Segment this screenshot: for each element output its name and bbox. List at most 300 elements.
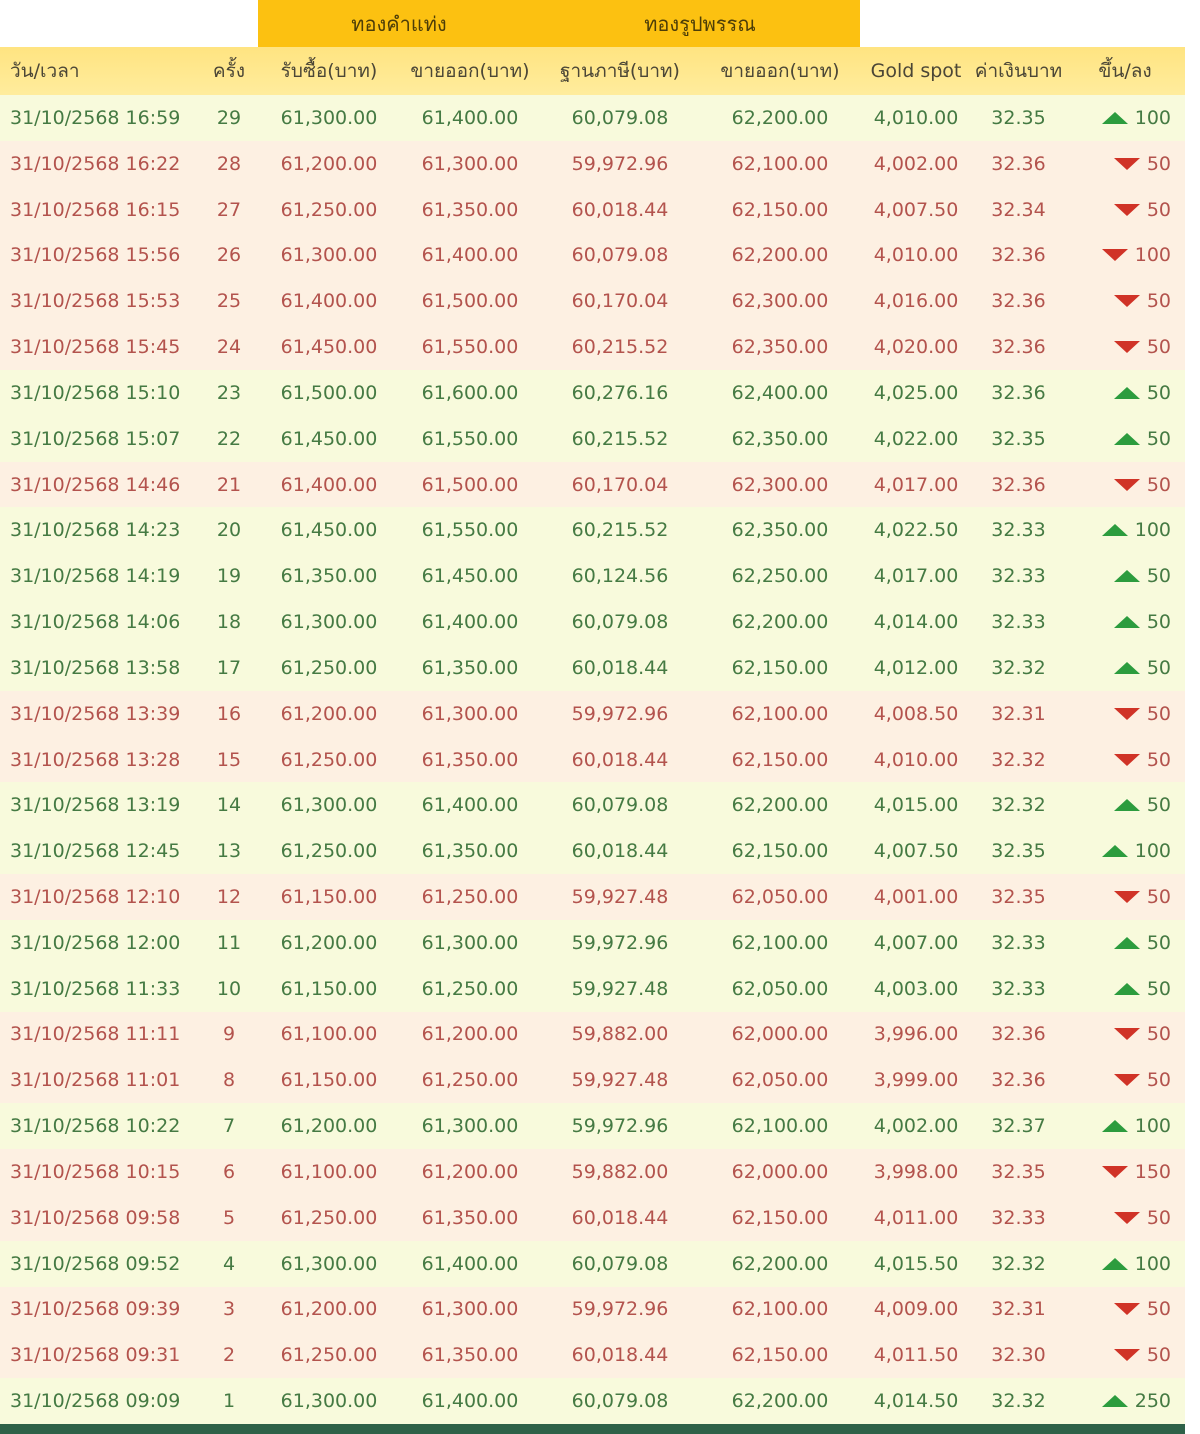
cell-datetime: 31/10/2568 13:19 xyxy=(10,794,181,817)
cell-datetime: 31/10/2568 13:28 xyxy=(10,748,181,771)
cell-ornament-sell: 62,300.00 xyxy=(731,290,829,313)
cell-taxbase: 59,972.96 xyxy=(571,152,669,175)
up-down-arrow-icon xyxy=(1114,158,1140,170)
cell-count: 11 xyxy=(216,931,242,954)
cell-ornament-sell: 62,200.00 xyxy=(731,611,829,634)
up-down-arrow-icon xyxy=(1102,524,1128,536)
cell-count: 4 xyxy=(222,1252,236,1275)
cell-buy: 61,150.00 xyxy=(280,977,378,1000)
cell-taxbase: 60,215.52 xyxy=(571,519,669,542)
cell-sell: 61,550.00 xyxy=(421,336,519,359)
cell-taxbase: 60,079.08 xyxy=(571,794,669,817)
cell-count: 28 xyxy=(216,152,242,175)
cell-ornament-sell: 62,150.00 xyxy=(731,748,829,771)
cell-updown xyxy=(1065,645,1185,691)
cell-buy: 61,100.00 xyxy=(280,1023,378,1046)
cell-baht: 32.33 xyxy=(991,931,1046,954)
cell-baht: 32.33 xyxy=(991,977,1046,1000)
cell-taxbase: 59,927.48 xyxy=(571,1069,669,1092)
change-value: 50 xyxy=(1146,1206,1171,1229)
table-row xyxy=(0,1241,1185,1287)
cell-count: 29 xyxy=(216,106,242,129)
cell-sell: 61,300.00 xyxy=(421,152,519,175)
change-value: 50 xyxy=(1146,336,1171,359)
cell-sell: 61,200.00 xyxy=(421,1160,519,1183)
cell-ornament-sell: 62,050.00 xyxy=(731,1069,829,1092)
cell-taxbase: 60,018.44 xyxy=(571,198,669,221)
cell-sell: 61,550.00 xyxy=(421,519,519,542)
cell-taxbase: 59,927.48 xyxy=(571,977,669,1000)
cell-taxbase: 60,079.08 xyxy=(571,244,669,267)
up-down-arrow-icon xyxy=(1102,249,1128,261)
cell-datetime: 31/10/2568 15:56 xyxy=(10,244,181,267)
cell-sell: 61,600.00 xyxy=(421,381,519,404)
change-value: 50 xyxy=(1146,702,1171,725)
cell-datetime: 31/10/2568 09:39 xyxy=(10,1298,181,1321)
cell-sell: 61,300.00 xyxy=(421,1115,519,1138)
table-row xyxy=(0,737,1185,783)
table-row xyxy=(0,874,1185,920)
change-value: 50 xyxy=(1146,198,1171,221)
cell-sell: 61,250.00 xyxy=(421,885,519,908)
cell-updown xyxy=(1065,141,1185,187)
table-row xyxy=(0,507,1185,553)
cell-sell: 61,350.00 xyxy=(421,840,519,863)
cell-count: 21 xyxy=(216,473,242,496)
cell-updown xyxy=(1065,691,1185,737)
change-value: 100 xyxy=(1134,1115,1171,1138)
cell-taxbase: 59,882.00 xyxy=(571,1023,669,1046)
table-body xyxy=(0,95,1185,1424)
cell-baht: 32.32 xyxy=(991,1390,1046,1413)
cell-baht: 32.32 xyxy=(991,1252,1046,1275)
up-down-arrow-icon xyxy=(1102,1166,1128,1178)
cell-count: 19 xyxy=(216,565,242,588)
group-header-ornament xyxy=(540,0,860,47)
cell-baht: 32.36 xyxy=(991,1069,1046,1092)
up-down-arrow-icon xyxy=(1114,295,1140,307)
cell-taxbase: 59,882.00 xyxy=(571,1160,669,1183)
cell-count: 27 xyxy=(216,198,242,221)
cell-taxbase: 59,927.48 xyxy=(571,885,669,908)
up-down-arrow-icon xyxy=(1114,1212,1140,1224)
change-value: 50 xyxy=(1146,1344,1171,1367)
cell-datetime: 31/10/2568 11:01 xyxy=(10,1069,181,1092)
cell-baht: 32.37 xyxy=(991,1115,1046,1138)
up-down-arrow-icon xyxy=(1102,1395,1128,1407)
table-row xyxy=(0,1195,1185,1241)
table-row xyxy=(0,324,1185,370)
cell-count: 12 xyxy=(216,885,242,908)
change-value: 50 xyxy=(1146,290,1171,313)
cell-goldspot: 4,020.00 xyxy=(873,336,959,359)
cell-count: 1 xyxy=(222,1390,236,1413)
table-row xyxy=(0,553,1185,599)
cell-sell: 61,300.00 xyxy=(421,1298,519,1321)
cell-taxbase: 60,018.44 xyxy=(571,840,669,863)
cell-updown xyxy=(1065,920,1185,966)
cell-buy: 61,450.00 xyxy=(280,519,378,542)
change-value: 50 xyxy=(1146,931,1171,954)
up-down-arrow-icon xyxy=(1114,1349,1140,1361)
cell-updown xyxy=(1065,278,1185,324)
cell-goldspot: 4,022.00 xyxy=(873,427,959,450)
cell-buy: 61,300.00 xyxy=(280,1252,378,1275)
cell-count: 5 xyxy=(222,1206,236,1229)
cell-ornament-sell: 62,150.00 xyxy=(731,656,829,679)
cell-baht: 32.32 xyxy=(991,656,1046,679)
change-value: 50 xyxy=(1146,885,1171,908)
cell-updown xyxy=(1065,599,1185,645)
cell-ornament-sell: 62,350.00 xyxy=(731,336,829,359)
cell-datetime: 31/10/2568 16:59 xyxy=(10,106,181,129)
up-down-arrow-icon xyxy=(1114,662,1140,674)
cell-baht: 32.33 xyxy=(991,519,1046,542)
cell-buy: 61,300.00 xyxy=(280,106,378,129)
cell-goldspot: 4,002.00 xyxy=(873,152,959,175)
cell-ornament-sell: 62,150.00 xyxy=(731,198,829,221)
up-down-arrow-icon xyxy=(1114,799,1140,811)
cell-count: 22 xyxy=(216,427,242,450)
cell-datetime: 31/10/2568 15:07 xyxy=(10,427,181,450)
cell-taxbase: 60,079.08 xyxy=(571,611,669,634)
cell-updown xyxy=(1065,1195,1185,1241)
cell-updown xyxy=(1065,1057,1185,1103)
cell-baht: 32.31 xyxy=(991,1298,1046,1321)
change-value: 250 xyxy=(1134,1390,1171,1413)
cell-taxbase: 60,276.16 xyxy=(571,381,669,404)
up-down-arrow-icon xyxy=(1114,616,1140,628)
cell-goldspot: 4,014.00 xyxy=(873,611,959,634)
cell-ornament-sell: 62,100.00 xyxy=(731,1298,829,1321)
up-down-arrow-icon xyxy=(1114,708,1140,720)
change-value: 50 xyxy=(1146,427,1171,450)
cell-datetime: 31/10/2568 11:11 xyxy=(10,1023,181,1046)
cell-ornament-sell: 62,100.00 xyxy=(731,1115,829,1138)
table-row xyxy=(0,828,1185,874)
cell-sell: 61,300.00 xyxy=(421,702,519,725)
cell-buy: 61,300.00 xyxy=(280,794,378,817)
cell-datetime: 31/10/2568 09:52 xyxy=(10,1252,181,1275)
cell-buy: 61,250.00 xyxy=(280,1206,378,1229)
table-row xyxy=(0,416,1185,462)
column-header-sell: ขายออก(บาท) xyxy=(410,60,530,82)
cell-baht: 32.33 xyxy=(991,1206,1046,1229)
cell-updown xyxy=(1065,1241,1185,1287)
table-row xyxy=(0,1103,1185,1149)
cell-taxbase: 60,170.04 xyxy=(571,290,669,313)
cell-sell: 61,400.00 xyxy=(421,106,519,129)
cell-updown xyxy=(1065,553,1185,599)
cell-baht: 32.35 xyxy=(991,840,1046,863)
cell-updown xyxy=(1065,966,1185,1012)
cell-taxbase: 59,972.96 xyxy=(571,931,669,954)
cell-ornament-sell: 62,200.00 xyxy=(731,244,829,267)
cell-taxbase: 60,018.44 xyxy=(571,748,669,771)
cell-datetime: 31/10/2568 14:19 xyxy=(10,565,181,588)
cell-updown xyxy=(1065,828,1185,874)
cell-count: 10 xyxy=(216,977,242,1000)
cell-count: 3 xyxy=(222,1298,236,1321)
cell-baht: 32.35 xyxy=(991,1160,1046,1183)
up-down-arrow-icon xyxy=(1114,433,1140,445)
cell-buy: 61,350.00 xyxy=(280,565,378,588)
cell-ornament-sell: 62,200.00 xyxy=(731,106,829,129)
cell-ornament-sell: 62,050.00 xyxy=(731,885,829,908)
cell-ornament-sell: 62,400.00 xyxy=(731,381,829,404)
cell-buy: 61,250.00 xyxy=(280,748,378,771)
cell-baht: 32.36 xyxy=(991,336,1046,359)
cell-updown xyxy=(1065,95,1185,141)
table-row xyxy=(0,187,1185,233)
cell-updown xyxy=(1065,462,1185,508)
cell-goldspot: 3,998.00 xyxy=(873,1160,959,1183)
cell-ornament-sell: 62,300.00 xyxy=(731,473,829,496)
cell-baht: 32.36 xyxy=(991,290,1046,313)
cell-count: 14 xyxy=(216,794,242,817)
change-value: 50 xyxy=(1146,794,1171,817)
cell-baht: 32.36 xyxy=(991,381,1046,404)
table-row xyxy=(0,645,1185,691)
table-row xyxy=(0,599,1185,645)
cell-datetime: 31/10/2568 12:10 xyxy=(10,885,181,908)
cell-buy: 61,200.00 xyxy=(280,152,378,175)
cell-ornament-sell: 62,350.00 xyxy=(731,519,829,542)
cell-goldspot: 4,007.50 xyxy=(873,198,959,221)
change-value: 50 xyxy=(1146,1069,1171,1092)
cell-sell: 61,350.00 xyxy=(421,748,519,771)
cell-taxbase: 60,079.08 xyxy=(571,1390,669,1413)
cell-sell: 61,550.00 xyxy=(421,427,519,450)
cell-goldspot: 4,010.00 xyxy=(873,748,959,771)
change-value: 50 xyxy=(1146,611,1171,634)
change-value: 100 xyxy=(1134,519,1171,542)
cell-datetime: 31/10/2568 10:15 xyxy=(10,1160,181,1183)
table-row xyxy=(0,141,1185,187)
change-value: 50 xyxy=(1146,656,1171,679)
change-value: 50 xyxy=(1146,977,1171,1000)
cell-buy: 61,150.00 xyxy=(280,885,378,908)
cell-ornament-sell: 62,000.00 xyxy=(731,1023,829,1046)
cell-sell: 61,350.00 xyxy=(421,198,519,221)
cell-baht: 32.36 xyxy=(991,473,1046,496)
table-row xyxy=(0,370,1185,416)
cell-goldspot: 4,015.00 xyxy=(873,794,959,817)
up-down-arrow-icon xyxy=(1114,204,1140,216)
cell-datetime: 31/10/2568 10:22 xyxy=(10,1115,181,1138)
cell-taxbase: 60,215.52 xyxy=(571,336,669,359)
cell-goldspot: 4,011.50 xyxy=(873,1344,959,1367)
cell-sell: 61,300.00 xyxy=(421,931,519,954)
cell-sell: 61,400.00 xyxy=(421,1390,519,1413)
cell-buy: 61,200.00 xyxy=(280,1115,378,1138)
cell-updown xyxy=(1065,187,1185,233)
table-row xyxy=(0,920,1185,966)
cell-taxbase: 59,972.96 xyxy=(571,1115,669,1138)
cell-updown xyxy=(1065,370,1185,416)
cell-ornament-sell: 62,150.00 xyxy=(731,1206,829,1229)
cell-goldspot: 4,002.00 xyxy=(873,1115,959,1138)
cell-buy: 61,250.00 xyxy=(280,1344,378,1367)
cell-baht: 32.35 xyxy=(991,106,1046,129)
table-row xyxy=(0,95,1185,141)
cell-datetime: 31/10/2568 13:58 xyxy=(10,656,181,679)
cell-baht: 32.34 xyxy=(991,198,1046,221)
cell-sell: 61,400.00 xyxy=(421,794,519,817)
cell-goldspot: 4,022.50 xyxy=(873,519,959,542)
change-value: 150 xyxy=(1134,1160,1171,1183)
cell-taxbase: 59,972.96 xyxy=(571,702,669,725)
cell-buy: 61,500.00 xyxy=(280,381,378,404)
column-header-buy: รับซื้อ(บาท) xyxy=(280,60,378,82)
group-header-bullion xyxy=(258,0,540,47)
cell-ornament-sell: 62,100.00 xyxy=(731,152,829,175)
cell-count: 9 xyxy=(222,1023,236,1046)
cell-baht: 32.36 xyxy=(991,244,1046,267)
up-down-arrow-icon xyxy=(1114,570,1140,582)
cell-goldspot: 4,001.00 xyxy=(873,885,959,908)
change-value: 100 xyxy=(1134,106,1171,129)
cell-ornament-sell: 62,150.00 xyxy=(731,840,829,863)
cell-updown xyxy=(1065,737,1185,783)
cell-updown xyxy=(1065,232,1185,278)
cell-ornament-sell: 62,350.00 xyxy=(731,427,829,450)
cell-buy: 61,300.00 xyxy=(280,611,378,634)
cell-sell: 61,450.00 xyxy=(421,565,519,588)
cell-datetime: 31/10/2568 14:06 xyxy=(10,611,181,634)
change-value: 50 xyxy=(1146,473,1171,496)
cell-count: 24 xyxy=(216,336,242,359)
cell-sell: 61,400.00 xyxy=(421,1252,519,1275)
cell-buy: 61,250.00 xyxy=(280,656,378,679)
cell-sell: 61,400.00 xyxy=(421,611,519,634)
cell-ornament-sell: 62,150.00 xyxy=(731,1344,829,1367)
cell-buy: 61,100.00 xyxy=(280,1160,378,1183)
cell-buy: 61,250.00 xyxy=(280,840,378,863)
cell-updown xyxy=(1065,1012,1185,1058)
cell-baht: 32.36 xyxy=(991,152,1046,175)
cell-sell: 61,350.00 xyxy=(421,656,519,679)
cell-goldspot: 4,007.00 xyxy=(873,931,959,954)
cell-baht: 32.33 xyxy=(991,565,1046,588)
cell-count: 18 xyxy=(216,611,242,634)
cell-updown xyxy=(1065,874,1185,920)
table-row xyxy=(0,782,1185,828)
cell-updown xyxy=(1065,782,1185,828)
change-value: 50 xyxy=(1146,152,1171,175)
cell-taxbase: 60,215.52 xyxy=(571,427,669,450)
cell-updown xyxy=(1065,1287,1185,1333)
cell-datetime: 31/10/2568 14:46 xyxy=(10,473,181,496)
cell-datetime: 31/10/2568 09:09 xyxy=(10,1390,181,1413)
column-header-updown: ขึ้น/ลง xyxy=(1098,60,1152,82)
cell-updown xyxy=(1065,1149,1185,1195)
cell-taxbase: 60,079.08 xyxy=(571,106,669,129)
table-row xyxy=(0,1287,1185,1333)
cell-updown xyxy=(1065,416,1185,462)
cell-goldspot: 4,016.00 xyxy=(873,290,959,313)
cell-ornament-sell: 62,200.00 xyxy=(731,1252,829,1275)
column-header-taxbase: ฐานภาษี(บาท) xyxy=(560,60,680,82)
cell-taxbase: 60,018.44 xyxy=(571,656,669,679)
up-down-arrow-icon xyxy=(1114,1028,1140,1040)
cell-ornament-sell: 62,200.00 xyxy=(731,794,829,817)
cell-updown xyxy=(1065,1332,1185,1378)
change-value: 50 xyxy=(1146,748,1171,771)
cell-buy: 61,450.00 xyxy=(280,336,378,359)
table-row xyxy=(0,278,1185,324)
change-value: 100 xyxy=(1134,1252,1171,1275)
cell-count: 26 xyxy=(216,244,242,267)
cell-goldspot: 4,007.50 xyxy=(873,840,959,863)
cell-ornament-sell: 62,100.00 xyxy=(731,702,829,725)
cell-buy: 61,400.00 xyxy=(280,290,378,313)
cell-taxbase: 60,170.04 xyxy=(571,473,669,496)
cell-baht: 32.35 xyxy=(991,885,1046,908)
cell-sell: 61,350.00 xyxy=(421,1344,519,1367)
cell-datetime: 31/10/2568 15:53 xyxy=(10,290,181,313)
cell-goldspot: 4,010.00 xyxy=(873,244,959,267)
change-value: 100 xyxy=(1134,244,1171,267)
up-down-arrow-icon xyxy=(1114,983,1140,995)
column-header-baht: ค่าเงินบาท xyxy=(974,60,1063,82)
cell-ornament-sell: 62,050.00 xyxy=(731,977,829,1000)
table-row xyxy=(0,1012,1185,1058)
cell-goldspot: 4,017.00 xyxy=(873,473,959,496)
change-value: 50 xyxy=(1146,565,1171,588)
cell-sell: 61,500.00 xyxy=(421,290,519,313)
group-header-spacer-left xyxy=(0,0,258,47)
cell-goldspot: 4,017.00 xyxy=(873,565,959,588)
cell-goldspot: 4,010.00 xyxy=(873,106,959,129)
column-header-row xyxy=(0,47,1185,95)
up-down-arrow-icon xyxy=(1114,387,1140,399)
cell-taxbase: 60,079.08 xyxy=(571,1252,669,1275)
table-row xyxy=(0,1332,1185,1378)
cell-ornament-sell: 62,250.00 xyxy=(731,565,829,588)
table-row xyxy=(0,462,1185,508)
group-header-spacer-right xyxy=(860,0,1185,47)
up-down-arrow-icon xyxy=(1114,754,1140,766)
change-value: 50 xyxy=(1146,1298,1171,1321)
cell-count: 23 xyxy=(216,381,242,404)
cell-taxbase: 59,972.96 xyxy=(571,1298,669,1321)
cell-datetime: 31/10/2568 16:22 xyxy=(10,152,181,175)
cell-count: 16 xyxy=(216,702,242,725)
cell-taxbase: 60,018.44 xyxy=(571,1344,669,1367)
cell-buy: 61,200.00 xyxy=(280,702,378,725)
up-down-arrow-icon xyxy=(1114,341,1140,353)
column-header-goldspot: Gold spot xyxy=(870,60,962,82)
cell-buy: 61,450.00 xyxy=(280,427,378,450)
cell-buy: 61,150.00 xyxy=(280,1069,378,1092)
table-row xyxy=(0,966,1185,1012)
cell-buy: 61,300.00 xyxy=(280,1390,378,1413)
cell-goldspot: 4,003.00 xyxy=(873,977,959,1000)
change-value: 100 xyxy=(1134,840,1171,863)
cell-count: 20 xyxy=(216,519,242,542)
up-down-arrow-icon xyxy=(1102,1120,1128,1132)
cell-sell: 61,250.00 xyxy=(421,1069,519,1092)
table-row xyxy=(0,691,1185,737)
cell-baht: 32.33 xyxy=(991,611,1046,634)
cell-datetime: 31/10/2568 15:10 xyxy=(10,381,181,404)
up-down-arrow-icon xyxy=(1114,937,1140,949)
cell-datetime: 31/10/2568 09:58 xyxy=(10,1206,181,1229)
cell-goldspot: 4,009.00 xyxy=(873,1298,959,1321)
cell-buy: 61,200.00 xyxy=(280,1298,378,1321)
up-down-arrow-icon xyxy=(1114,891,1140,903)
